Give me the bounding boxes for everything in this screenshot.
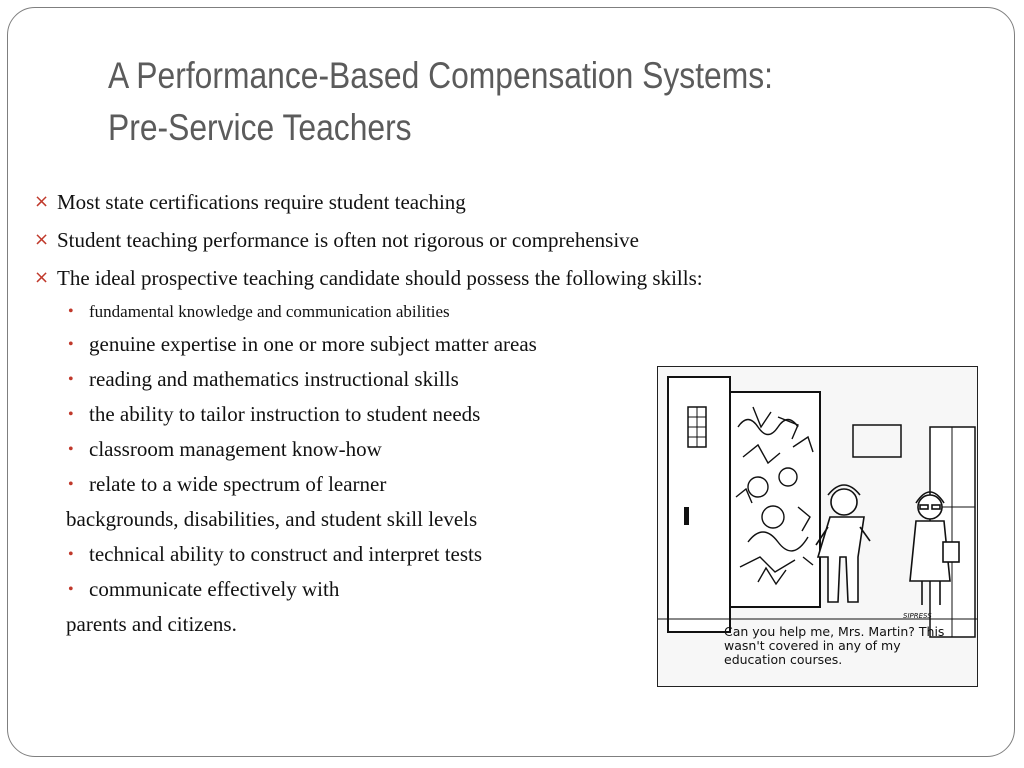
bullet-text: The ideal prospective teaching candidate should possess the following skills: (57, 266, 703, 290)
sub-bullet-text: fundamental knowledge and communication abilities (89, 302, 450, 321)
sub-bullet-item (66, 297, 653, 327)
title-line-1: A Performance-Based Compensation Systems: (108, 55, 773, 96)
sub-bullet-text: genuine expertise in one or more subject matter areas (89, 332, 537, 356)
x-bullet-icon: × (34, 229, 50, 250)
sub-bullet-list (33, 537, 653, 607)
bullet-item (33, 259, 703, 297)
sub-bullet-item (66, 572, 653, 607)
bullet-item (33, 183, 653, 221)
cartoon-signature: SIPRESS (903, 612, 932, 620)
sub-bullet-text: classroom management know-how (89, 437, 382, 461)
continuation-text: parents and citizens. (66, 612, 237, 636)
sub-bullet-text: communicate effectively with (89, 577, 340, 601)
dot-bullet-icon: • (68, 581, 74, 598)
bullet-item (33, 221, 653, 259)
dot-bullet-icon: • (68, 406, 74, 423)
bullet-list (33, 183, 703, 642)
caption-line: education courses. (724, 652, 843, 667)
sub-bullet-list (33, 297, 653, 502)
sub-bullet-text: technical ability to construct and interpret tests (89, 542, 483, 566)
sub-bullet-text: relate to a wide spectrum of learner (89, 472, 387, 496)
caption-line: wasn't covered in any of my (724, 638, 901, 653)
continuation-text: backgrounds, disabilities, and student skill levels (66, 507, 478, 531)
dot-bullet-icon: • (68, 371, 74, 388)
cartoon-image (657, 366, 978, 687)
bullet-text: Student teaching performance is often not rigorous or comprehensive (57, 228, 639, 252)
x-bullet-icon: × (34, 191, 50, 212)
dot-bullet-icon: • (68, 476, 74, 493)
cartoon-caption (724, 625, 974, 667)
bullet-text: Most state certifications require student teaching (57, 190, 466, 214)
sub-bullet-item (66, 397, 653, 432)
sub-bullet-item (66, 432, 653, 467)
dot-bullet-icon: • (68, 441, 74, 458)
sub-bullet-text: reading and mathematics instructional skills (89, 367, 459, 391)
x-bullet-icon: × (34, 267, 50, 288)
caption-line: Can you help me, Mrs. Martin? This (724, 624, 945, 639)
dot-bullet-icon: • (68, 546, 74, 563)
sub-bullet-item (66, 467, 653, 502)
sub-bullet-item (66, 327, 653, 362)
sub-bullet-text: the ability to tailor instruction to student needs (89, 402, 481, 426)
sub-bullet-item (66, 537, 653, 572)
sub-bullet-item (66, 362, 653, 397)
dot-bullet-icon: • (68, 303, 74, 320)
title-line-2: Pre-Service Teachers (108, 107, 412, 148)
slide-title (108, 50, 848, 154)
dot-bullet-icon: • (68, 336, 74, 353)
